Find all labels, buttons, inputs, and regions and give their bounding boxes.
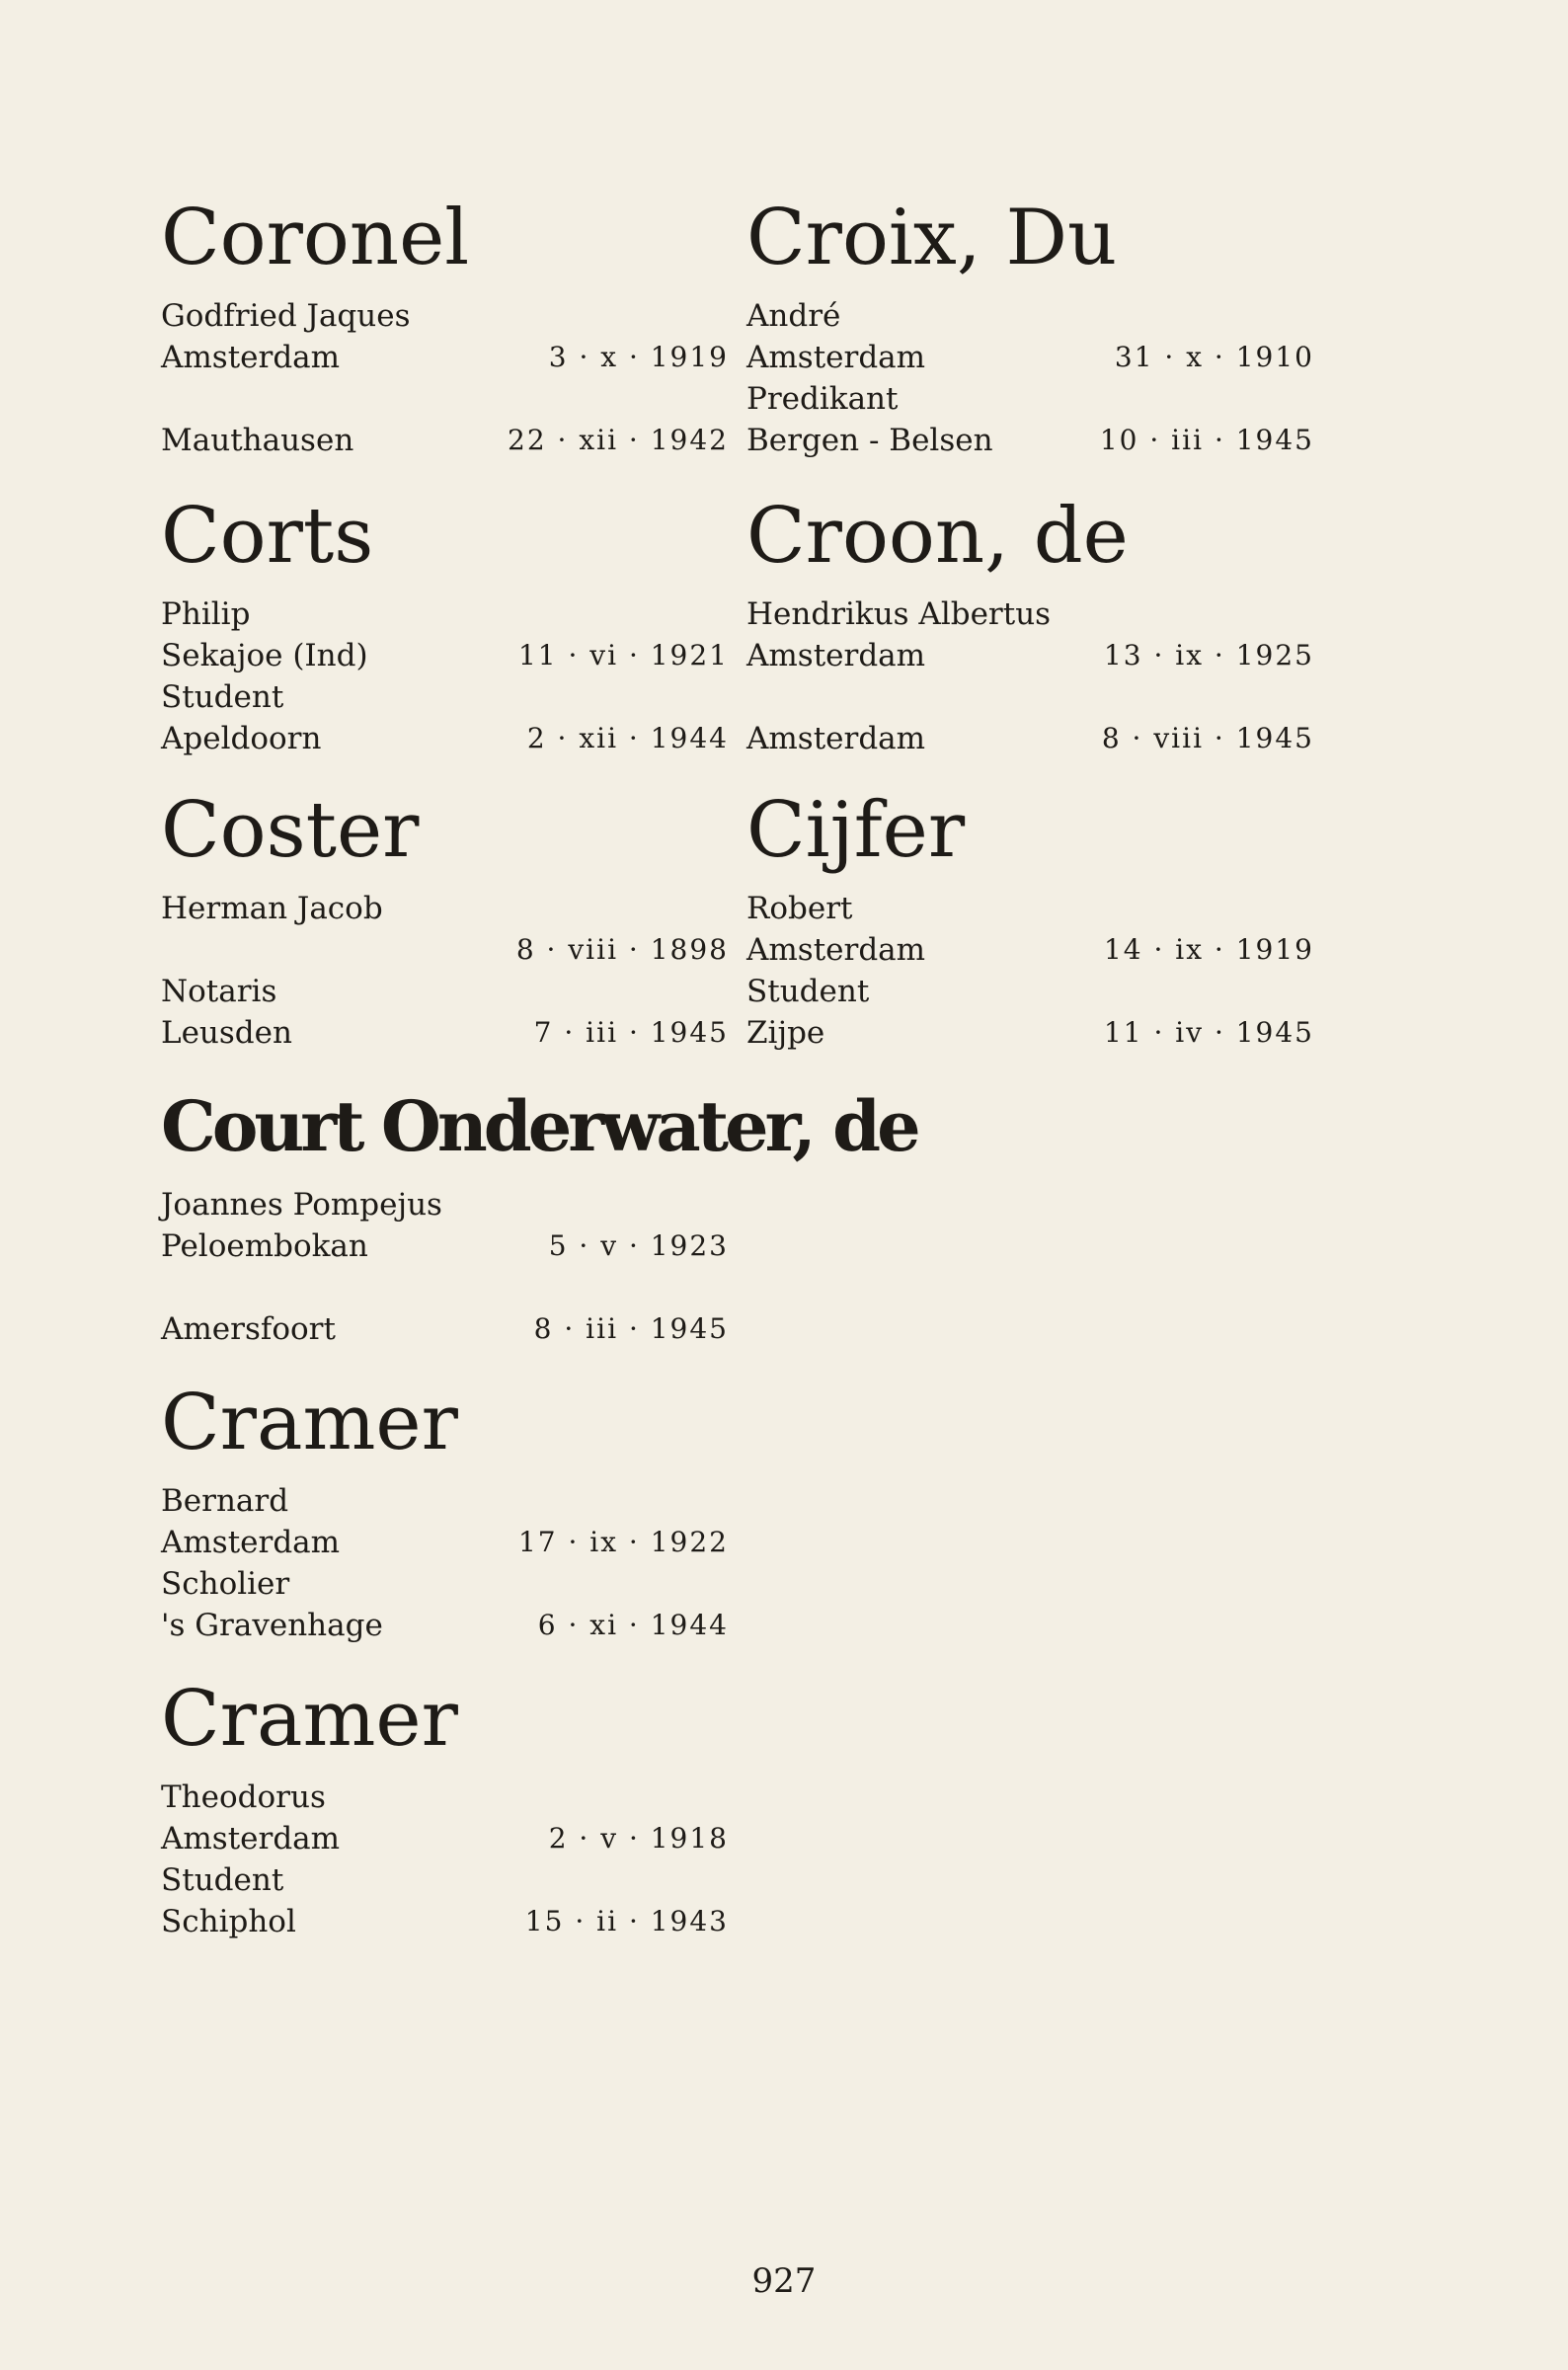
death-date: 15 · ii · 1943 xyxy=(524,1905,729,1937)
surname: Croon, de xyxy=(746,492,1129,581)
birth-date: 11 · vi · 1921 xyxy=(517,639,729,672)
occupation: Scholier xyxy=(161,1566,290,1602)
deathplace: 's Gravenhage xyxy=(161,1608,383,1643)
birth-row xyxy=(746,635,1314,676)
surname: Croix, Du xyxy=(746,194,1118,282)
death-row xyxy=(161,718,729,759)
birth-row xyxy=(161,1522,729,1563)
death-row xyxy=(161,1605,729,1646)
given-names: Joannes Pompejus xyxy=(161,1187,442,1223)
birthplace: Sekajoe (Ind) xyxy=(161,638,368,673)
birthplace: Amsterdam xyxy=(161,1525,341,1560)
entry-corts xyxy=(161,491,729,759)
death-date: 8 · viii · 1945 xyxy=(1101,722,1314,754)
given-names: André xyxy=(746,298,841,334)
entry-cramer-theodorus xyxy=(161,1674,729,1942)
birth-row xyxy=(161,929,729,971)
surname: Coster xyxy=(161,786,420,875)
given-names-row xyxy=(161,1184,729,1225)
death-date: 10 · iii · 1945 xyxy=(1099,424,1314,456)
death-date: 7 · iii · 1945 xyxy=(533,1016,729,1049)
death-row xyxy=(161,1012,729,1054)
surname: Cramer xyxy=(161,1379,458,1467)
birth-date: 13 · ix · 1925 xyxy=(1103,639,1314,672)
birthplace: Amsterdam xyxy=(161,340,341,375)
birthplace: Amsterdam xyxy=(746,932,926,968)
deathplace: Zijpe xyxy=(746,1015,825,1051)
birth-date: 2 · v · 1918 xyxy=(548,1822,729,1855)
birth-date: 14 · ix · 1919 xyxy=(1103,933,1314,966)
given-names: Godfried Jaques xyxy=(161,298,411,334)
given-names: Theodorus xyxy=(161,1779,326,1815)
birth-date: 31 · x · 1910 xyxy=(1114,341,1314,373)
birth-row xyxy=(161,635,729,676)
occupation-row xyxy=(746,378,1314,420)
occupation-row xyxy=(161,971,729,1012)
death-row xyxy=(746,718,1314,759)
entry-court-onderwater xyxy=(161,1081,917,1350)
occupation-row xyxy=(161,1563,729,1605)
given-names: Hendrikus Albertus xyxy=(746,596,1052,632)
entry-cramer-bernard xyxy=(161,1378,729,1646)
birth-row xyxy=(161,1225,729,1267)
surname: Cijfer xyxy=(746,786,966,875)
birth-row xyxy=(161,1818,729,1859)
occupation-row xyxy=(746,676,1314,718)
occupation-row xyxy=(746,971,1314,1012)
given-names: Philip xyxy=(161,596,251,632)
occupation-row xyxy=(161,676,729,718)
birth-date: 3 · x · 1919 xyxy=(548,341,729,373)
birth-date: 8 · viii · 1898 xyxy=(515,933,729,966)
death-date: 11 · iv · 1945 xyxy=(1103,1016,1314,1049)
given-names: Herman Jacob xyxy=(161,891,383,926)
birth-date: 17 · ix · 1922 xyxy=(517,1526,729,1558)
occupation-row xyxy=(161,1859,729,1901)
deathplace: Amersfoort xyxy=(161,1311,336,1347)
deathplace: Amsterdam xyxy=(746,721,926,756)
occupation: Student xyxy=(746,974,870,1009)
entry-coronel xyxy=(161,193,729,461)
birthplace: Peloembokan xyxy=(161,1228,368,1264)
given-names-row xyxy=(161,1777,729,1818)
entry-cijfer xyxy=(746,785,1314,1054)
occupation: Student xyxy=(161,679,284,715)
entry-croon-de xyxy=(746,491,1314,759)
birthplace: Amsterdam xyxy=(746,340,926,375)
given-names: Bernard xyxy=(161,1483,289,1519)
given-names-row xyxy=(161,295,729,337)
occupation: Predikant xyxy=(746,381,899,417)
birth-date: 5 · v · 1923 xyxy=(548,1229,729,1262)
deathplace: Schiphol xyxy=(161,1904,296,1939)
occupation: Notaris xyxy=(161,974,277,1009)
surname: Cramer xyxy=(161,1675,458,1764)
deathplace: Leusden xyxy=(161,1015,292,1051)
surname: Corts xyxy=(161,492,374,581)
birth-row xyxy=(746,929,1314,971)
occupation: Student xyxy=(161,1862,284,1898)
birthplace: Amsterdam xyxy=(746,638,926,673)
given-names-row xyxy=(161,593,729,635)
occupation-row xyxy=(161,378,729,420)
death-row xyxy=(746,420,1314,461)
death-row xyxy=(161,1308,729,1350)
deathplace: Apeldoorn xyxy=(161,721,322,756)
death-date: 2 · xii · 1944 xyxy=(526,722,729,754)
birthplace: Amsterdam xyxy=(161,1821,341,1856)
entry-coster xyxy=(161,785,729,1054)
given-names: Robert xyxy=(746,891,853,926)
deathplace: Mauthausen xyxy=(161,423,354,458)
death-date: 22 · xii · 1942 xyxy=(508,424,729,456)
death-row xyxy=(161,420,729,461)
death-date: 6 · xi · 1944 xyxy=(537,1609,729,1641)
deathplace: Bergen - Belsen xyxy=(746,423,993,458)
birth-row xyxy=(746,337,1314,378)
surname: Court Onderwater, de xyxy=(161,1085,917,1167)
death-row xyxy=(746,1012,1314,1054)
death-date: 8 · iii · 1945 xyxy=(533,1312,729,1345)
given-names-row xyxy=(746,888,1314,929)
occupation-row xyxy=(161,1267,729,1308)
given-names-row xyxy=(161,888,729,929)
death-row xyxy=(161,1901,729,1942)
page-number: 927 xyxy=(751,2261,817,2301)
given-names-row xyxy=(161,1480,729,1522)
birth-row xyxy=(161,337,729,378)
given-names-row xyxy=(746,295,1314,337)
surname: Coronel xyxy=(161,194,470,282)
entry-croix-du xyxy=(746,193,1314,461)
given-names-row xyxy=(746,593,1314,635)
